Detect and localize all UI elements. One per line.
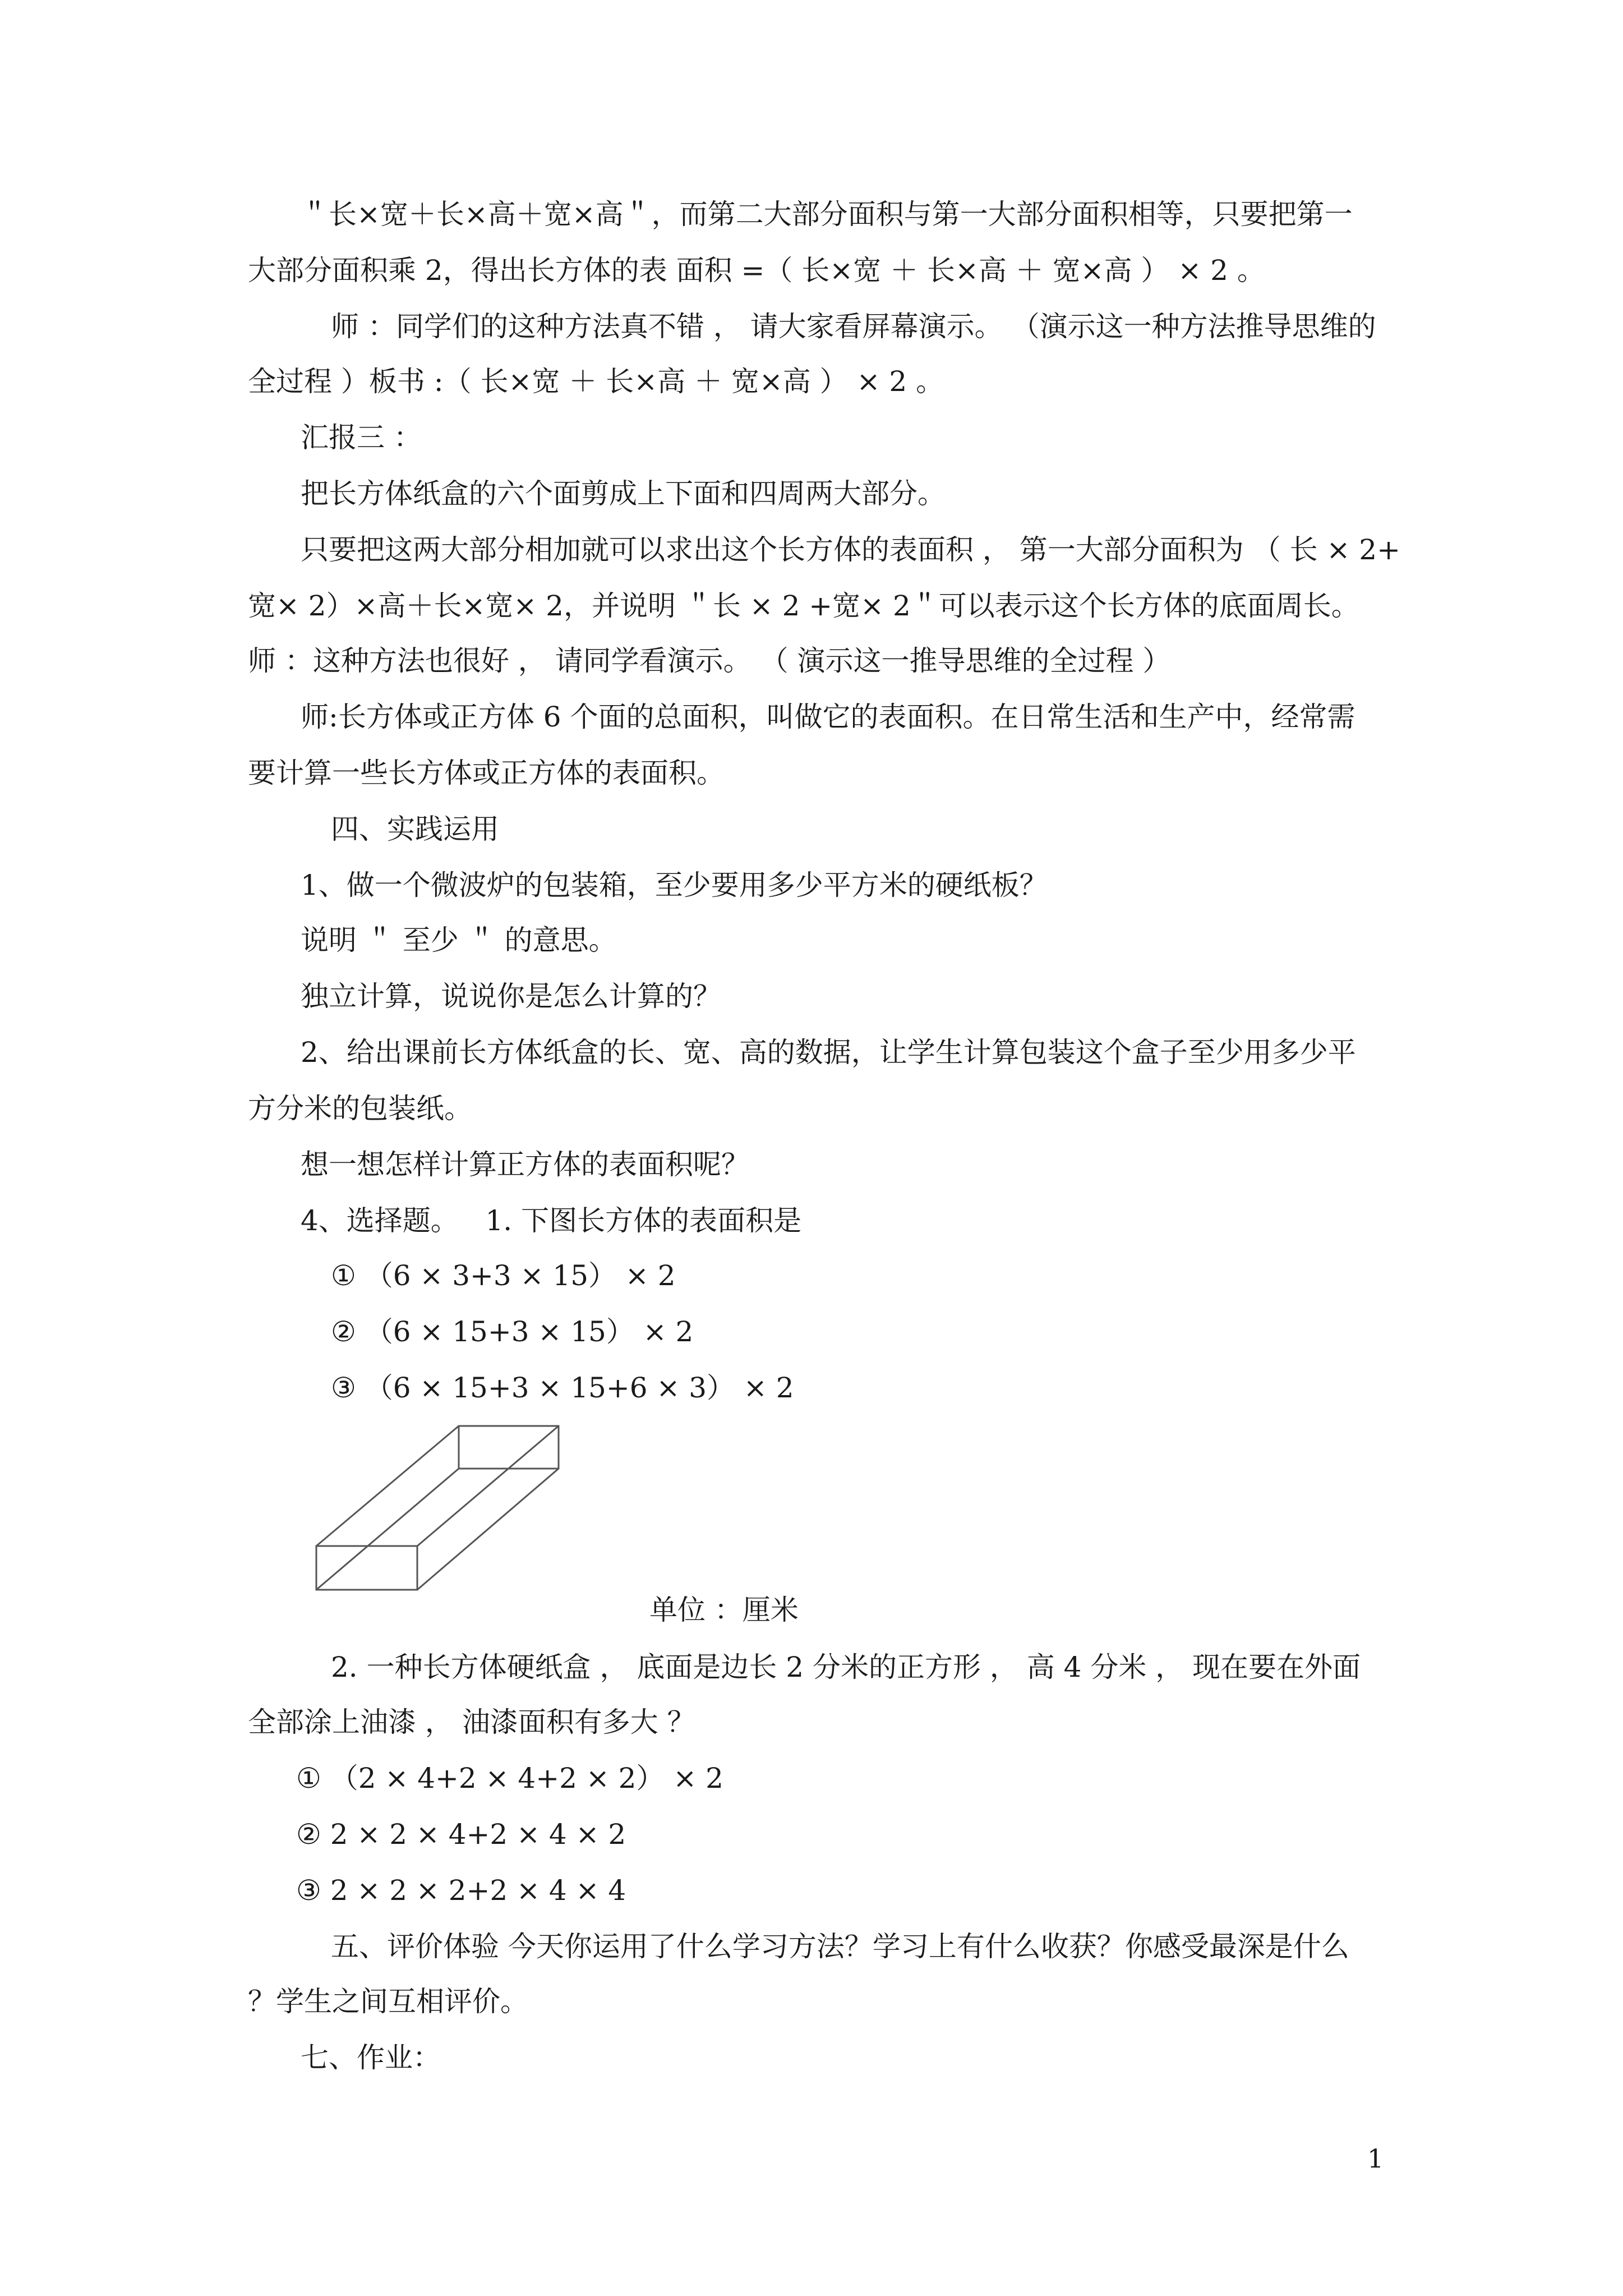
text-line: 2. 一种长方体硬纸盒 ， 底面是边长 2 分米的正方形 ， 高 4 分米 ， 现在要在外面: [331, 1651, 1361, 1683]
choice-option: ③ 2 × 2 × 2+2 × 4 × 4: [296, 1874, 626, 1907]
text-line: 师 ：这种方法也很好 ， 请同学看演示。 （ 演示这一推导思维的全过程 ）: [248, 645, 1171, 677]
section-heading: 四、实践运用: [331, 813, 499, 845]
text-line: 把长方体纸盒的六个面剪成上下面和四周两大部分。: [301, 477, 946, 510]
text-line: 师:长方体或正方体 6 个面的总面积，叫做它的表面积。在日常生活和生产中，经常需: [301, 701, 1355, 733]
text-line: 说明 ＂ 至少 ＂ 的意思。: [301, 924, 617, 956]
text-line: ＂长×宽＋长×高＋宽×高＂，而第二大部分面积与第一大部分面积相等，只要把第一: [301, 198, 1353, 231]
choice-option: ① （6 × 3+3 × 15） × 2: [331, 1259, 676, 1292]
choice-option: ③ （6 × 15+3 × 15+6 × 3） × 2: [331, 1372, 794, 1404]
text-line: 全部涂上油漆 ， 油漆面积有多大 ？: [248, 1706, 695, 1738]
page-number: 1: [1367, 2143, 1384, 2174]
choice-option: ① （2 × 4+2 × 4+2 × 2） × 2: [296, 1762, 723, 1795]
text-line: 全过程 ）板书 :（ 长×宽 ＋ 长×高 ＋ 宽×高 ） × 2 。: [248, 365, 944, 398]
text-line: 宽× 2）×高＋长×宽× 2，并说明 ＂长 × 2 +宽× 2＂可以表示这个长方体的底面周长。: [248, 590, 1359, 622]
section-heading: 七、作业：: [301, 2041, 441, 2074]
text-line: 1、做一个微波炉的包装箱，至少要用多少平方米的硬纸板？: [301, 869, 1048, 901]
text-line: 方分米的包装纸。: [248, 1092, 472, 1125]
choice-option: ② （6 × 15+3 × 15） × 2: [331, 1315, 694, 1348]
text-line: 五、评价体验 今天你运用了什么学习方法？学习上有什么收获？你感受最深是什么: [331, 1930, 1349, 1963]
cuboid-figure: [314, 1424, 572, 1603]
unit-caption: 单位 ：厘米: [649, 1594, 799, 1626]
choice-option: ② 2 × 2 × 4+2 × 4 × 2: [296, 1818, 626, 1851]
text-line: ？学生之间互相评价。: [248, 1985, 528, 2018]
text-line: 要计算一些长方体或正方体的表面积。: [248, 757, 725, 789]
text-line: 只要把这两大部分相加就可以求出这个长方体的表面积 ， 第一大部分面积为 （ 长 × 2+: [301, 533, 1400, 566]
text-line: 独立计算，说说你是怎么计算的？: [301, 980, 721, 1013]
text-line: 汇报三 ：: [301, 421, 422, 454]
text-line: 大部分面积乘 2，得出长方体的表 面积 =（ 长×宽 ＋ 长×高 ＋ 宽×高 ） × 2 。: [248, 254, 1265, 287]
text-line: 师 ：同学们的这种方法真不错 ， 请大家看屏幕演示。 （演示这一种方法推导思维的: [331, 310, 1376, 343]
question-heading: 4、选择题。 1. 下图长方体的表面积是: [301, 1204, 802, 1237]
text-line: 想一想怎样计算正方体的表面积呢？: [301, 1148, 749, 1181]
text-line: 2、给出课前长方体纸盒的长、宽、高的数据，让学生计算包装这个盒子至少用多少平: [301, 1036, 1356, 1069]
